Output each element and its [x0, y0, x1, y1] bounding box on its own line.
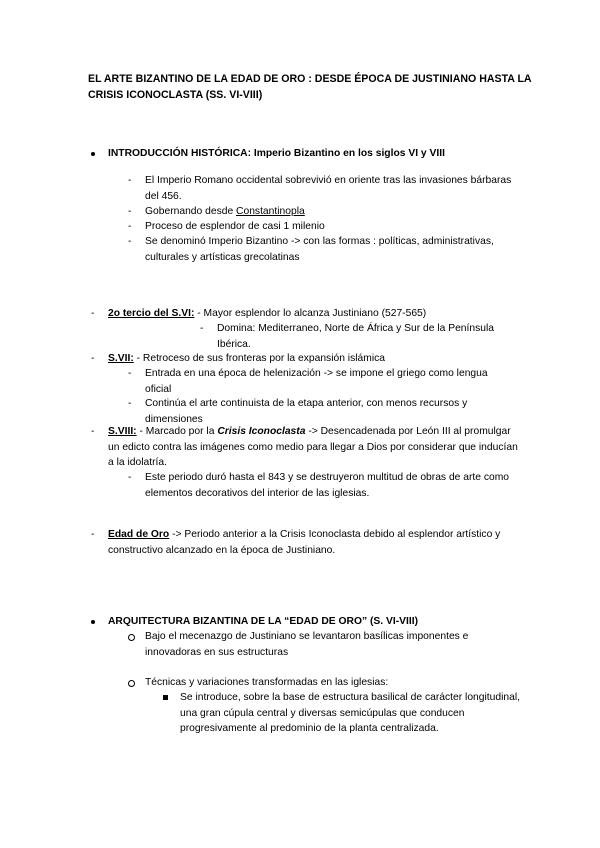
- dash-icon: -: [128, 236, 132, 247]
- golden-age: [108, 527, 548, 558]
- dash-icon: -: [91, 529, 95, 540]
- period-viii-pre: - Marcado por la: [136, 426, 218, 437]
- golden-age-label: Edad de Oro: [108, 529, 170, 540]
- period-vii-sub: Continúa el arte continuista de la etapa anterior, con menos recursos y dimensiones: [145, 398, 468, 425]
- arch-item: Técnicas y variaciones transformadas en las iglesias:: [145, 677, 389, 688]
- period-vii-text: - Retroceso de sus fronteras por la expansión islámica: [133, 353, 385, 364]
- period-vii-sub: Entrada en una época de helenización -> se impone el griego como lengua oficial: [145, 368, 488, 395]
- circle-bullet-icon: [128, 680, 135, 687]
- period-viii-sub: Este periodo duró hasta el 843 y se destruyeron multitud de obras de arte como elementos decorativos del interior de las iglesias.: [145, 472, 510, 499]
- dash-icon: -: [128, 368, 132, 379]
- dash-icon: -: [91, 426, 95, 437]
- bullet-dot-icon: [91, 620, 95, 624]
- dash-icon: -: [128, 175, 132, 186]
- period-viii-label: S.VIII:: [108, 426, 137, 437]
- dash-icon: -: [128, 221, 132, 232]
- intro-item-text: Gobernando desde: [145, 206, 237, 217]
- period-vi-sub: Domina: Mediterraneo, Norte de África y Sur de la Península Ibérica.: [217, 323, 495, 350]
- intro-heading: INTRODUCCIÓN HISTÓRICA: Imperio Bizantino en los siglos VI y VIII: [108, 148, 445, 159]
- period-vi-text: - Mayor esplendor lo alcanza Justiniano (527-565): [194, 308, 427, 319]
- dash-icon: -: [91, 308, 95, 319]
- constantinopla-link[interactable]: Constantinopla: [236, 206, 305, 217]
- period-viii: [108, 424, 522, 471]
- dash-icon: -: [128, 472, 132, 483]
- dash-icon: -: [128, 398, 132, 409]
- intro-item: [145, 204, 515, 220]
- golden-age-text: -> Periodo anterior a la Crisis Iconoclasta debido al esplendor artístico y constructivo alcanzado en la época de Justiniano.: [108, 529, 501, 556]
- period-vi: [108, 306, 528, 322]
- period-viii-post: -> Desencadenada por León III al promulgar un edicto contra las imágenes como medio para llegar a Dios por considerar que inducían a la idolatría.: [108, 426, 518, 468]
- square-bullet-icon: [163, 695, 168, 700]
- arch-heading: ARQUITECTURA BIZANTINA DE LA “EDAD DE ORO” (S. VI-VIII): [108, 616, 419, 627]
- bullet-dot-icon: [91, 152, 95, 156]
- period-vii-label: S.VII:: [108, 353, 134, 364]
- dash-icon: -: [91, 353, 95, 364]
- intro-item: El Imperio Romano occidental sobrevivió en oriente tras las invasiones bárbaras del 456.: [145, 175, 512, 202]
- arch-item: Bajo el mecenazgo de Justiniano se levantaron basílicas imponentes e innovadoras en sus estructuras: [145, 631, 469, 658]
- dash-icon: -: [200, 323, 204, 334]
- intro-item: Se denominó Imperio Bizantino -> con las formas : políticas, administrativas, culturales y artísticas grecolatinas: [145, 236, 494, 263]
- intro-item: Proceso de esplendor de casi 1 milenio: [145, 221, 325, 232]
- period-vii: [108, 351, 528, 367]
- circle-bullet-icon: [128, 634, 135, 641]
- arch-sub-item: Se introduce, sobre la base de estructura basilical de carácter longitudinal, una gran cúpula central y diversas semicúpulas que conducen progresivamente al predominio de la planta centralizada.: [180, 692, 520, 734]
- document-title: EL ARTE BIZANTINO DE LA EDAD DE ORO : DESDE ÉPOCA DE JUSTINIANO HASTA LA CRISIS ICONOCLASTA (SS. VI-VIII): [88, 73, 532, 101]
- period-vi-label: 2o tercio del S.VI:: [108, 308, 195, 319]
- dash-icon: -: [128, 206, 132, 217]
- period-viii-emphasis: Crisis Iconoclasta: [217, 426, 306, 437]
